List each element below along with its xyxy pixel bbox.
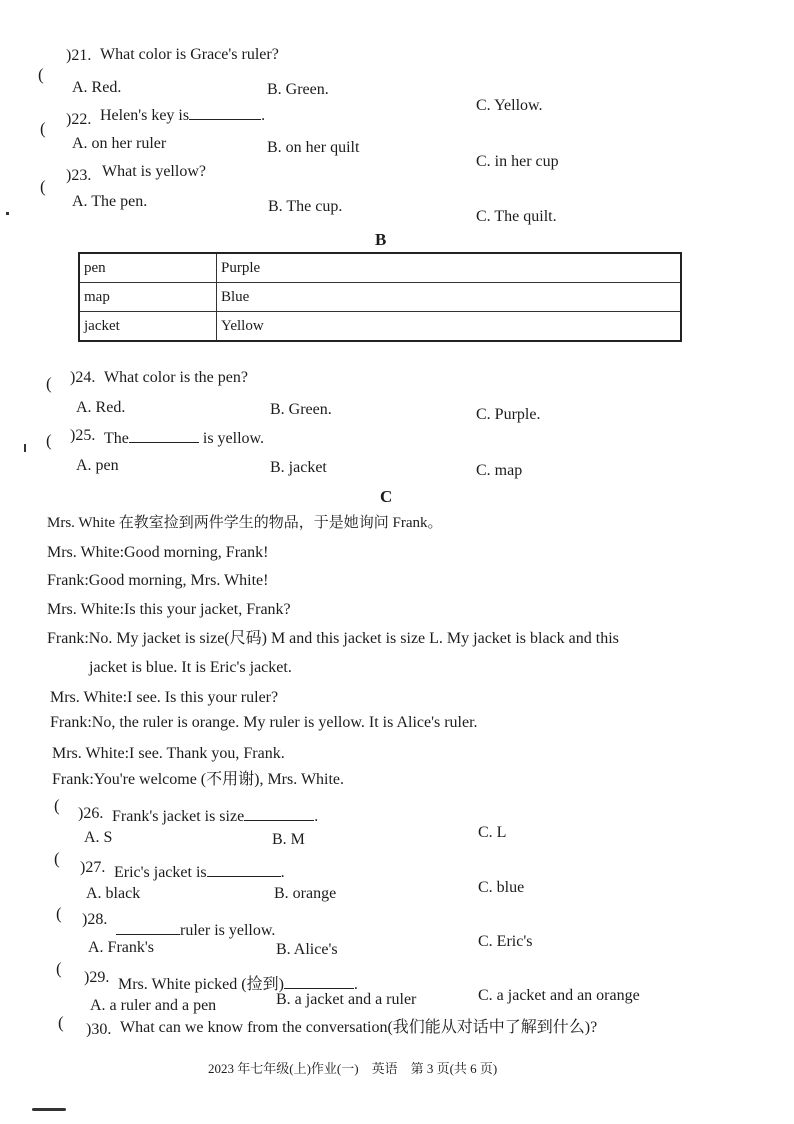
question-stem-26: Frank's jacket is size . bbox=[112, 808, 319, 825]
answer-paren-29: ( bbox=[56, 959, 62, 978]
option-24-c: C. Purple. bbox=[476, 406, 541, 423]
color-table bbox=[78, 252, 682, 342]
option-29-c: C. a jacket and an orange bbox=[478, 987, 640, 1004]
answer-blank-22 bbox=[189, 105, 261, 120]
answer-blank-29 bbox=[284, 974, 354, 989]
option-25-a: A. pen bbox=[76, 457, 119, 474]
answer-paren-21: ( bbox=[38, 65, 44, 84]
dialogue-line: Mrs. White:Good morning, Frank! bbox=[47, 544, 269, 561]
option-28-a: A. Frank's bbox=[88, 939, 154, 956]
option-22-b: B. on her quilt bbox=[267, 139, 360, 156]
question-stem-25: The is yellow. bbox=[104, 430, 265, 447]
option-21-c: C. Yellow. bbox=[476, 97, 543, 114]
dialogue-line: jacket is blue. It is Eric's jacket. bbox=[89, 659, 292, 676]
answer-blank-26 bbox=[244, 806, 314, 821]
answer-paren-22: ( bbox=[40, 119, 46, 138]
option-23-a: A. The pen. bbox=[72, 193, 148, 210]
answer-blank-25 bbox=[129, 428, 199, 443]
dialogue-line: Mrs. White:I see. Is this your ruler? bbox=[50, 689, 279, 706]
question-number-23: )23. bbox=[66, 167, 92, 184]
option-24-a: A. Red. bbox=[76, 399, 126, 416]
table-cell-color: Purple bbox=[217, 253, 682, 283]
section-c-title: C bbox=[380, 487, 393, 506]
option-22-a: A. on her ruler bbox=[72, 135, 167, 152]
table-row bbox=[79, 312, 681, 342]
scan-mark bbox=[24, 444, 26, 452]
question-stem-22: Helen's key is . bbox=[100, 107, 266, 124]
question-stem-24: What color is the pen? bbox=[104, 369, 248, 386]
answer-paren-27: ( bbox=[54, 849, 60, 868]
question-stem-29: Mrs. White picked (捡到) . bbox=[118, 976, 358, 993]
question-number-21: )21. bbox=[66, 47, 92, 64]
option-23-b: B. The cup. bbox=[268, 198, 343, 215]
passage-intro: Mrs. White 在教室捡到两件学生的物品，于是她询问 Frank。 bbox=[47, 515, 443, 531]
option-26-b: B. M bbox=[272, 831, 305, 848]
option-29-b: B. a jacket and a ruler bbox=[276, 991, 417, 1008]
question-stem-21: What color is Grace's ruler? bbox=[100, 46, 279, 63]
answer-paren-28: ( bbox=[56, 904, 62, 923]
dialogue-line: Frank:You're welcome (不用谢), Mrs. White. bbox=[52, 771, 345, 788]
question-number-26: )26. bbox=[78, 805, 104, 822]
option-27-b: B. orange bbox=[274, 885, 337, 902]
table-cell-item: pen bbox=[79, 253, 217, 283]
answer-paren-24: ( bbox=[46, 374, 52, 393]
dialogue-line: Mrs. White:Is this your jacket, Frank? bbox=[47, 601, 291, 618]
option-21-b: B. Green. bbox=[267, 81, 329, 98]
option-21-a: A. Red. bbox=[72, 79, 122, 96]
option-29-a: A. a ruler and a pen bbox=[90, 997, 217, 1014]
dialogue-line: Mrs. White:I see. Thank you, Frank. bbox=[52, 745, 285, 762]
question-number-30: )30. bbox=[86, 1021, 112, 1038]
answer-paren-23: ( bbox=[40, 177, 46, 196]
question-stem-27: Eric's jacket is . bbox=[114, 864, 285, 881]
dialogue-line: Frank:No, the ruler is orange. My ruler is yellow. It is Alice's ruler. bbox=[50, 714, 478, 731]
table-cell-color: Blue bbox=[217, 283, 682, 312]
question-number-25: )25. bbox=[70, 427, 96, 444]
question-stem-30: What can we know from the conversation(我们能从对话中了解到什么)? bbox=[120, 1019, 598, 1036]
option-25-b: B. jacket bbox=[270, 459, 327, 476]
option-27-a: A. black bbox=[86, 885, 141, 902]
question-number-27: )27. bbox=[80, 859, 106, 876]
answer-paren-26: ( bbox=[54, 796, 60, 815]
option-28-b: B. Alice's bbox=[276, 941, 338, 958]
option-22-c: C. in her cup bbox=[476, 153, 559, 170]
answer-blank-28 bbox=[116, 920, 180, 935]
answer-paren-30: ( bbox=[58, 1013, 64, 1032]
answer-blank-27 bbox=[207, 862, 281, 877]
scan-mark bbox=[32, 1108, 66, 1111]
table-cell-item: jacket bbox=[79, 312, 217, 342]
option-26-c: C. L bbox=[478, 824, 507, 841]
section-b-title: B bbox=[375, 230, 387, 249]
scan-mark bbox=[6, 212, 9, 215]
answer-paren-25: ( bbox=[46, 431, 52, 450]
option-26-a: A. S bbox=[84, 829, 113, 846]
question-number-22: )22. bbox=[66, 111, 92, 128]
question-number-29: )29. bbox=[84, 969, 110, 986]
table-cell-item: map bbox=[79, 283, 217, 312]
table-row bbox=[79, 283, 681, 312]
table-row bbox=[79, 253, 681, 283]
page-footer: 2023 年七年级(上)作业(一) 英语 第 3 页(共 6 页) bbox=[208, 1061, 498, 1076]
table-cell-color: Yellow bbox=[217, 312, 682, 342]
option-28-c: C. Eric's bbox=[478, 933, 533, 950]
option-24-b: B. Green. bbox=[270, 401, 332, 418]
option-27-c: C. blue bbox=[478, 879, 525, 896]
question-number-24: )24. bbox=[70, 369, 96, 386]
dialogue-line: Frank:Good morning, Mrs. White! bbox=[47, 572, 269, 589]
question-number-28: )28. bbox=[82, 911, 108, 928]
dialogue-line: Frank:No. My jacket is size(尺码) M and this jacket is size L. My jacket is black and this bbox=[47, 630, 619, 647]
question-stem-28: ruler is yellow. bbox=[116, 920, 275, 939]
option-25-c: C. map bbox=[476, 462, 523, 479]
question-stem-23: What is yellow? bbox=[102, 163, 206, 180]
option-23-c: C. The quilt. bbox=[476, 208, 557, 225]
